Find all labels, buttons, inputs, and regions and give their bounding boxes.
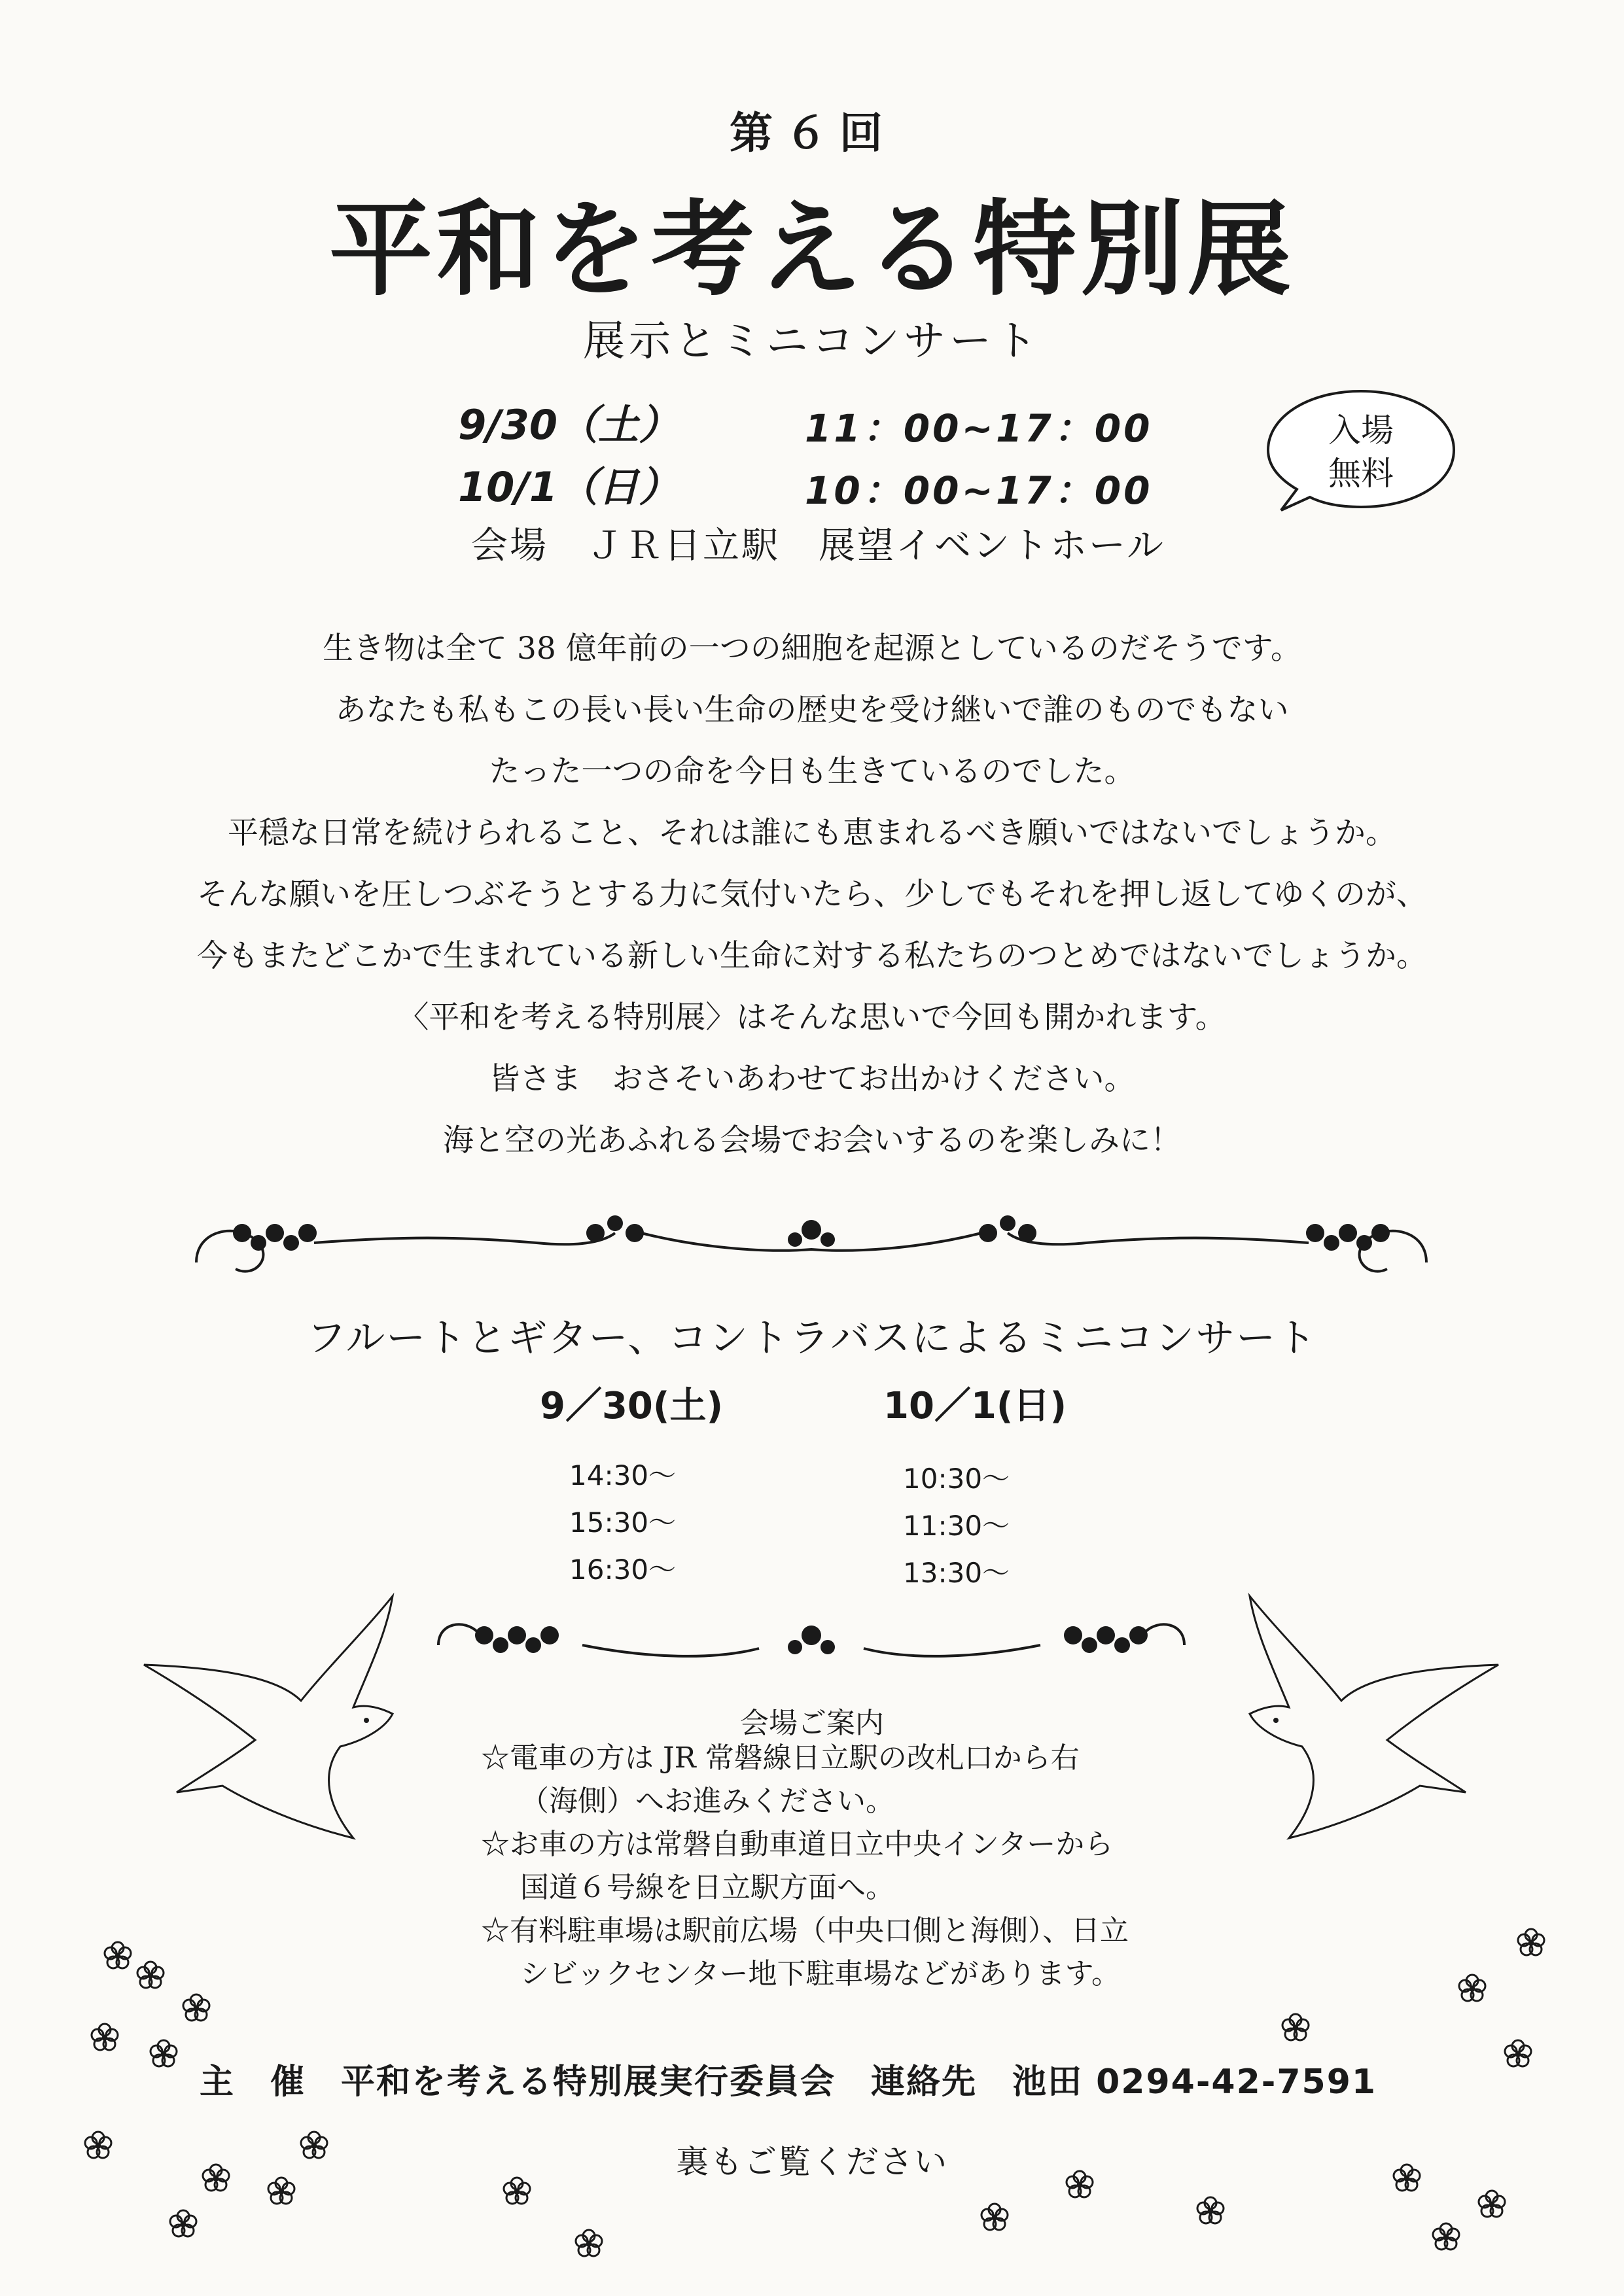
page-title: 平和を考える特別展 xyxy=(329,190,1295,310)
guide-line: （海側）へお進みください。 xyxy=(520,1784,894,1818)
organizer-contact: 主 催 平和を考える特別展実行委員会 連絡先 池田 0294-42-7591 xyxy=(200,2062,1377,2102)
venue: 会場 ＪＲ日立駅 展望イベントホール xyxy=(471,525,1165,567)
concert-day2-times xyxy=(903,1455,1010,1597)
concert-day1-label: 9／30(土) xyxy=(540,1385,724,1427)
message-line: あなたも私もこの長い長い生命の歴史を受け継いで誰のものでもない xyxy=(335,692,1289,728)
message-line: 皆さま おさそいあわせてお出かけください。 xyxy=(489,1061,1135,1097)
concert-time: 15:30～ xyxy=(569,1506,677,1539)
concert-time: 11:30～ xyxy=(903,1510,1010,1542)
edition-label: 第６回 xyxy=(730,108,894,158)
concert-day2-label: 10／1(日) xyxy=(883,1385,1067,1427)
concert-time: 13:30～ xyxy=(903,1557,1010,1589)
ornament-divider-icon xyxy=(432,1609,1191,1681)
day1-time: 11：00~17：00 xyxy=(805,406,1153,451)
message-line: たった一つの命を今日も生きているのでした。 xyxy=(489,754,1135,790)
concert-title: フルートとギター、コントラバスによるミニコンサート xyxy=(306,1315,1318,1361)
guide-title: 会場ご案内 xyxy=(740,1707,884,1740)
admission-badge xyxy=(1292,409,1430,495)
day2-time: 10：00~17：00 xyxy=(805,468,1153,513)
guide-line: ☆電車の方は JR 常磐線日立駅の改札口から右 xyxy=(481,1741,1080,1775)
concert-time: 10:30～ xyxy=(903,1463,1010,1495)
ornament-divider-icon xyxy=(183,1204,1439,1302)
day1-date: 9/30（土） xyxy=(458,401,680,449)
message-line: 平穏な日常を続けられること、それは誰にも恵まれるべき願いではないでしょうか。 xyxy=(228,815,1396,851)
admission-line1: 入場 xyxy=(1328,411,1394,449)
message-line: 生き物は全て 38 億年前の一つの細胞を起源としているのだそうです。 xyxy=(323,631,1301,667)
concert-day1-times xyxy=(569,1452,676,1593)
guide-line: ☆有料駐車場は駅前広場（中央口側と海側）、日立 xyxy=(481,1914,1129,1947)
footer-note: 裏もご覧ください xyxy=(676,2143,948,2181)
message-line: そんな願いを圧しつぶそうとする力に気付いたら、少しでもそれを押し返してゆくのが、 xyxy=(197,877,1427,913)
guide-line: 国道６号線を日立駅方面へ。 xyxy=(520,1871,894,1904)
message-line: 今もまたどこかで生まれている新しい生命に対する私たちのつとめではないでしょうか。 xyxy=(197,938,1427,974)
message-body xyxy=(0,618,1624,1172)
guide-line: ☆お車の方は常磐自動車道日立中央インターから xyxy=(481,1828,1114,1861)
concert-time: 14:30～ xyxy=(569,1459,677,1491)
page-subtitle: 展示とミニコンサート xyxy=(583,317,1041,366)
message-line: 〈平和を考える特別展〉はそんな思いで今回も開かれます。 xyxy=(398,1000,1226,1035)
admission-line2: 無料 xyxy=(1328,455,1394,493)
day2-date: 10/1（日） xyxy=(458,463,680,511)
message-line: 海と空の光あふれる会場でお会いするのを楽しみに！ xyxy=(443,1122,1181,1158)
concert-time: 16:30～ xyxy=(569,1554,677,1586)
guide-line: シビックセンター地下駐車場などがあります。 xyxy=(520,1957,1120,1991)
